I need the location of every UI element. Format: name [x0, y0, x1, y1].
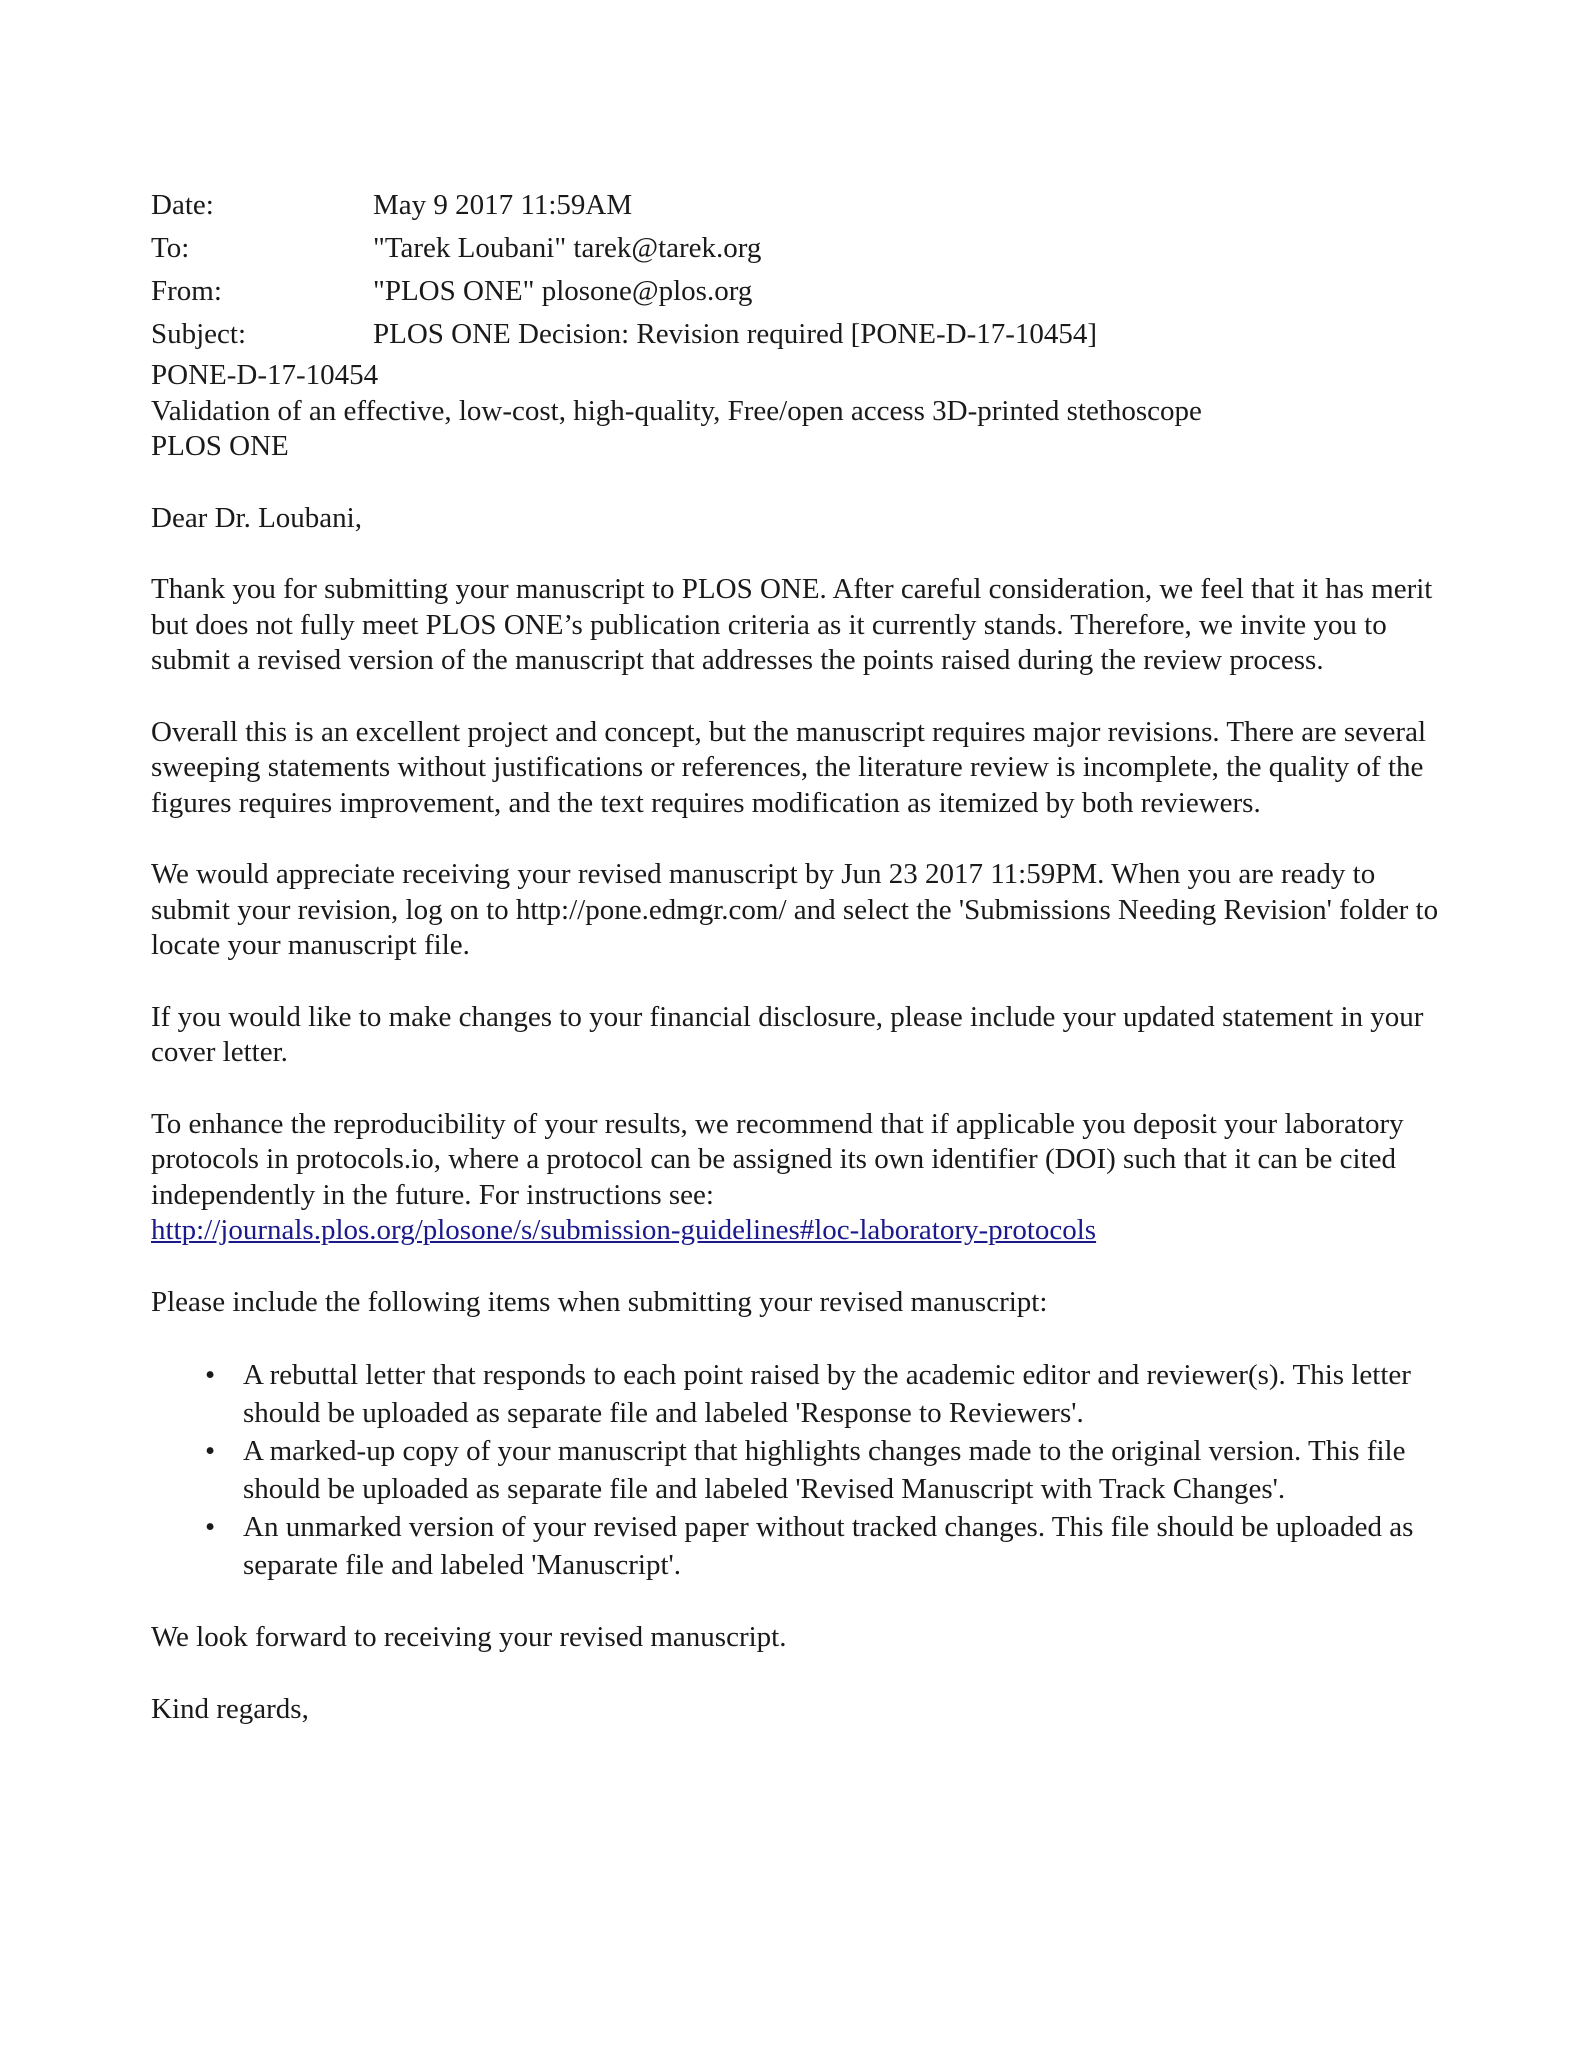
list-item-text: A rebuttal letter that responds to each point raised by the academic editor and reviewer(s). This letter should be uploaded as separate file and labeled 'Response to Reviewers'.	[243, 1359, 1411, 1429]
paragraph-intro: Thank you for submitting your manuscript to PLOS ONE. After careful consideration, we feel that it has merit but does not fully meet PLOS ONE’s publication criteria as it currently stands. Therefore, we invite you to submit a revised version of the manuscript that addresses the points raised during the review process.	[151, 573, 1433, 676]
date-label: Date:	[151, 189, 214, 221]
email-document	[151, 188, 1441, 1727]
to-value: "Tarek Loubani" tarek@tarek.org	[373, 232, 762, 264]
list-item-text: An unmarked version of your revised paper without tracked changes. This file should be uploaded as separate file and labeled 'Manuscript'.	[243, 1511, 1414, 1581]
to-label: To:	[151, 232, 190, 264]
manuscript-title: Validation of an effective, low-cost, high-quality, Free/open access 3D-printed stethoscope	[151, 394, 1202, 427]
paragraph-protocols	[151, 1107, 1441, 1249]
manuscript-id: PONE-D-17-10454	[151, 359, 379, 391]
list-item	[151, 1508, 1441, 1584]
salutation: Dear Dr. Loubani,	[151, 501, 362, 534]
paragraph-financial-disclosure: If you would like to make changes to your financial disclosure, please include your updated statement in your cover letter.	[151, 1000, 1424, 1068]
list-item	[151, 1432, 1441, 1508]
required-items-list	[151, 1356, 1441, 1584]
bullet-icon: •	[205, 1359, 216, 1391]
bullet-icon: •	[205, 1435, 216, 1467]
subject-value: PLOS ONE Decision: Revision required [PONE-D-17-10454]	[373, 318, 1098, 350]
items-intro: Please include the following items when submitting your revised manuscript:	[151, 1285, 1048, 1318]
list-item	[151, 1356, 1441, 1432]
from-row	[151, 274, 1441, 317]
subject-row	[151, 317, 1441, 360]
manuscript-reference	[151, 358, 1441, 465]
journal-name: PLOS ONE	[151, 430, 289, 462]
to-row	[151, 231, 1441, 274]
list-item-text: A marked-up copy of your manuscript that highlights changes made to the original version. This file should be uploaded as separate file and labeled 'Revised Manuscript with Track Changes'.	[243, 1435, 1406, 1505]
paragraph-deadline: We would appreciate receiving your revised manuscript by Jun 23 2017 11:59PM. When you are ready to submit your revision, log on to http://pone.edmgr.com/ and select the 'Submissions Needing Revision' folder to locate your manuscript file.	[151, 858, 1439, 961]
sign-off: Kind regards,	[151, 1692, 309, 1725]
subject-label: Subject:	[151, 318, 247, 350]
date-value: May 9 2017 11:59AM	[373, 189, 633, 221]
paragraph-overall: Overall this is an excellent project and concept, but the manuscript requires major revisions. There are several sweeping statements without justifications or references, the literature review is incomplete, the quality of the figures requires improvement, and the text requires modification as itemized by both reviewers.	[151, 715, 1426, 819]
from-label: From:	[151, 275, 222, 307]
protocols-text: To enhance the reproducibility of your results, we recommend that if applicable you deposit your laboratory protocols in protocols.io, where a protocol can be assigned its own identifier (DOI) such that it can be cited independently in the future. For instructions see:	[151, 1107, 1404, 1211]
bullet-icon: •	[205, 1511, 216, 1543]
date-row	[151, 188, 1441, 231]
closing-line: We look forward to receiving your revised manuscript.	[151, 1621, 787, 1653]
from-value: "PLOS ONE" plosone@plos.org	[373, 275, 753, 307]
protocols-link[interactable]: http://journals.plos.org/plosone/s/submission-guidelines#loc-laboratory-protocols	[151, 1214, 1097, 1246]
